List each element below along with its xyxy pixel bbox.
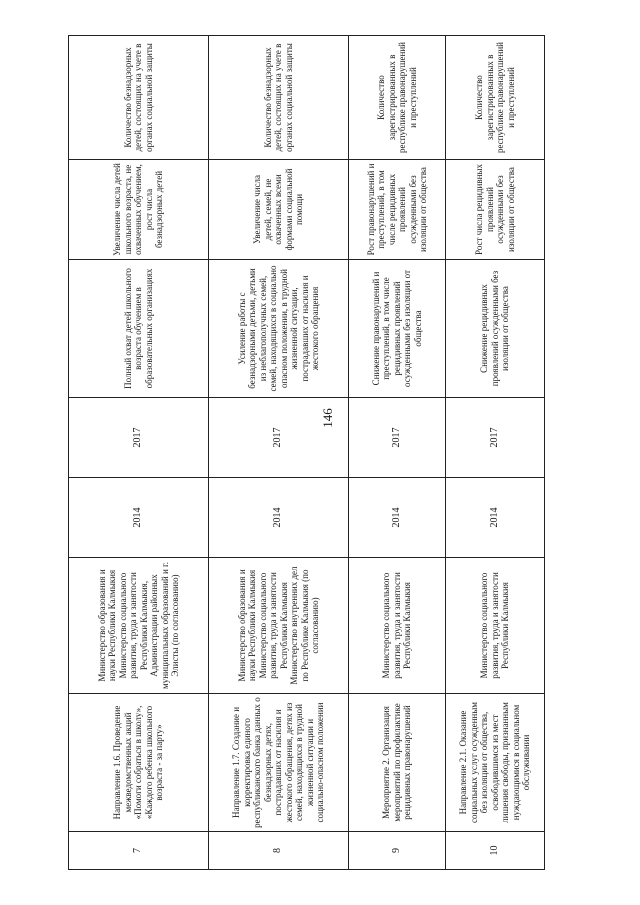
rotated-table-container <box>68 36 544 870</box>
start-year: 2014 <box>349 478 446 558</box>
risk-consequence: Увеличение числа детей, семей, не охваченных всеми формами социальной помощи <box>209 160 349 260</box>
measures-table <box>68 35 545 870</box>
indicator: Количество зарегистрированных в республике правонарушений и преступлений <box>446 36 545 160</box>
start-year: 2014 <box>446 478 545 558</box>
table-row <box>209 36 349 870</box>
start-year: 2014 <box>69 478 209 558</box>
end-year: 2017 <box>446 398 545 478</box>
measure-name: Мероприятие 2. Организация мероприятий по профилактике рецидивных правонарушений <box>349 694 446 832</box>
row-number: 8 <box>209 832 349 870</box>
end-year: 2017 <box>69 398 209 478</box>
measure-name: Направление 1.7. Создание и корректировка единого республиканского банка данных о безнадзорных детях, пострадавших от насилия и жестокого обращения, детях из семей, находящихся в трудной жизненной ситуации и социально-опасном положении <box>209 694 349 832</box>
table-row <box>349 36 446 870</box>
executors: Министерство социального развития, труда и занятости Республики Калмыкия <box>446 558 545 694</box>
executors: Министерство образования и науки Республики Калмыкия Министерство социального развития, труда и занятости Республики Калмыкия Министерство внутренних дел по Республике Калмыкия (по согласованию) <box>209 558 349 694</box>
indicator: Количество безнадзорных детей, состоящих на учете в органах социальной защиты <box>209 36 349 160</box>
row-number: 10 <box>446 832 545 870</box>
measure-name: Направление 1.6. Проведение межведомственных акций «Помоги собраться в школу», «Каждого ребенка школьного возраста - за парту» <box>69 694 209 832</box>
expected-result: Полный охват детей школьного возраста обучением в образовательных организациях <box>69 260 209 398</box>
risk-consequence: Увеличение числа детей школьного возраста, не охваченных обучением, рост числа безнадзорных детей <box>69 160 209 260</box>
executors: Министерство образования и науки Республики Калмыкия Министерство социального развития, труда и занятости Республики Калмыкия, Администрации районных муниципальных образований и г. Элисты (по согласованию) <box>69 558 209 694</box>
expected-result: Снижение рецидивных проявлений осужденными без изоляции от общества <box>446 260 545 398</box>
measure-name: Направление 2.1. Оказание социальных услуг осужденным без изоляции от общества, освободившимся из мест лишения свободы, признанным нуждающимися в социальном обслуживании <box>446 694 545 832</box>
start-year: 2014 <box>209 478 349 558</box>
expected-result: Снижение правонарушений и преступлений, в том числе рецидивных проявлений осужденными без изоляции от общества <box>349 260 446 398</box>
executors: Министерство социального развития, труда и занятости Республики Калмыкия <box>349 558 446 694</box>
end-year: 2017 <box>349 398 446 478</box>
indicator: Количество безнадзорных детей, состоящих на учете в органах социальной защиты <box>69 36 209 160</box>
risk-consequence: Рост числа рецидивных проявлений осужденными без изоляции от общества <box>446 160 545 260</box>
end-year: 2017 <box>209 398 349 478</box>
table-row <box>446 36 545 870</box>
indicator: Количество зарегистрированных в республике правонарушений и преступлений <box>349 36 446 160</box>
page-number: 146 <box>320 408 335 428</box>
table-row <box>69 36 209 870</box>
row-number: 7 <box>69 832 209 870</box>
risk-consequence: Рост правонарушений и преступлений, в том числе рецидивных проявлений осужденными без изоляции от общества <box>349 160 446 260</box>
row-number: 9 <box>349 832 446 870</box>
expected-result: Усиление работы с безнадзорными детьми, детьми из неблагополучных семей, семей, находящихся в социально опасном положении, в трудной жизненной ситуации, пострадавших от насилия и жестокого обращения <box>209 260 349 398</box>
